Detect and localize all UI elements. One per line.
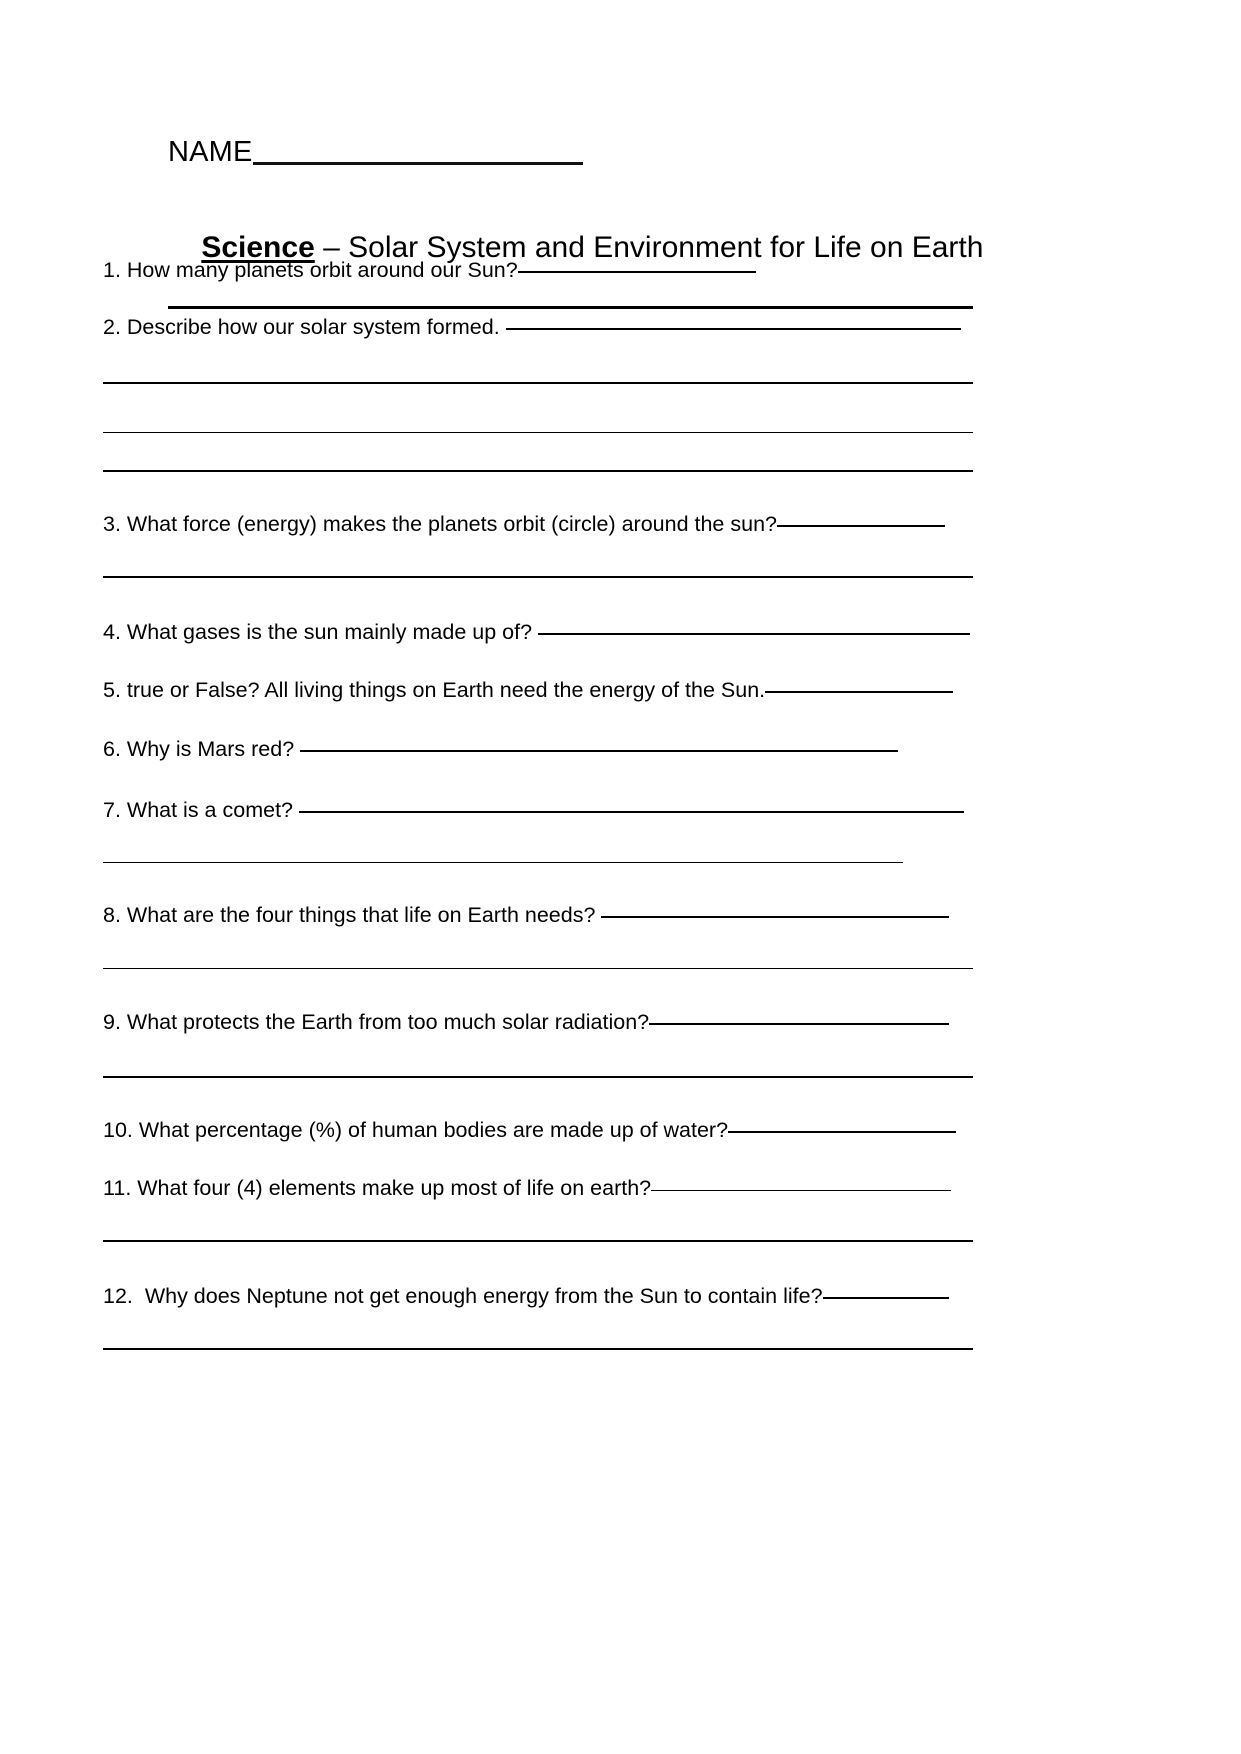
question-10-text: 10. What percentage (%) of human bodies are made up of water? [103,1118,729,1142]
question-6-answer-rule[interactable] [300,750,898,752]
question-9 [103,1010,949,1036]
question-3 [103,512,945,538]
question-11-answer-rule[interactable] [651,1190,951,1191]
question-10 [103,1118,956,1144]
question-2-text: 2. Describe how our solar system formed. [103,315,506,339]
answer-rule[interactable] [103,576,973,578]
question-1-answer-rule[interactable] [518,271,756,273]
page-title [168,196,984,309]
question-5-text: 5. true or False? All living things on Earth need the energy of the Sun. [103,678,766,702]
question-7 [103,798,964,824]
question-10-answer-rule[interactable] [728,1131,956,1133]
question-8 [103,903,949,929]
question-1-text: 1. How many planets orbit around our Sun? [103,258,518,282]
question-7-text: 7. What is a comet? [103,798,299,822]
question-12 [103,1284,949,1310]
answer-rule[interactable] [103,470,973,472]
question-7-answer-rule[interactable] [299,811,964,813]
answer-rule[interactable] [103,432,973,433]
question-2 [103,315,961,341]
question-9-text: 9. What protects the Earth from too much solar radiation? [103,1010,650,1034]
answer-rule[interactable] [103,382,973,384]
question-11 [103,1176,951,1202]
question-2-answer-rule[interactable] [506,328,961,330]
question-3-text: 3. What force (energy) makes the planets orbit (circle) around the sun? [103,512,777,536]
answer-rule[interactable] [103,1348,973,1350]
title-subject: Science [201,230,315,264]
question-3-answer-rule[interactable] [777,525,945,527]
question-6 [103,737,898,763]
question-1 [103,258,756,284]
title-rest: – Solar System and Environment for Life on Earth [314,230,984,264]
question-9-answer-rule[interactable] [649,1023,949,1025]
question-5-answer-rule[interactable] [765,691,953,693]
question-4-answer-rule[interactable] [538,633,970,635]
answer-rule[interactable] [103,968,973,969]
name-label: NAME [168,136,253,168]
question-8-answer-rule[interactable] [601,916,949,918]
name-blank-rule[interactable] [253,162,583,165]
question-12-text: 12. Why does Neptune not get enough energy from the Sun to contain life? [103,1284,823,1308]
name-field-row [168,138,583,167]
question-12-answer-rule[interactable] [823,1297,949,1299]
question-4 [103,620,970,646]
question-6-text: 6. Why is Mars red? [103,737,301,761]
question-5 [103,678,953,704]
question-4-text: 4. What gases is the sun mainly made up of? [103,620,539,644]
answer-rule[interactable] [103,862,903,863]
question-8-text: 8. What are the four things that life on Earth needs? [103,903,602,927]
question-11-text: 11. What four (4) elements make up most of life on earth? [103,1176,652,1200]
answer-rule[interactable] [103,1240,973,1242]
answer-rule[interactable] [103,1076,973,1078]
